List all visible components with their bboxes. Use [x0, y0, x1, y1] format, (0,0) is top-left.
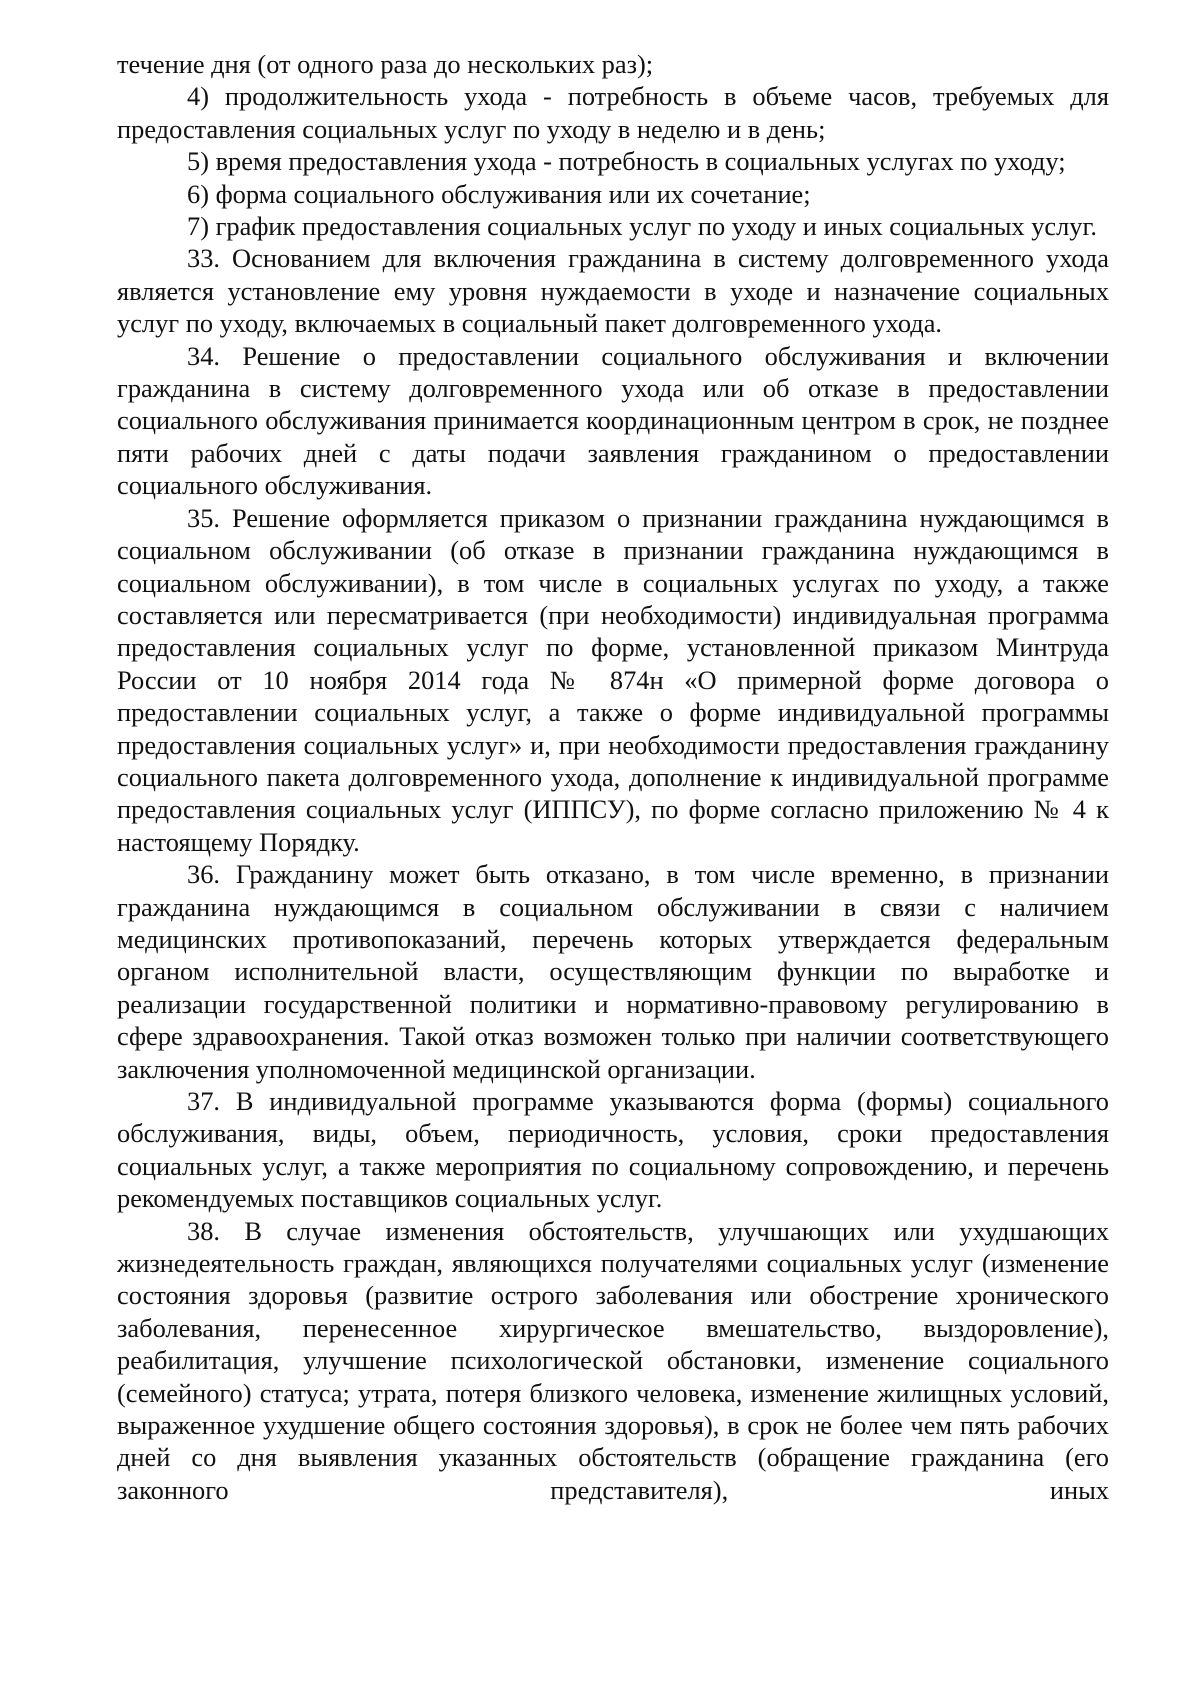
paragraph-38: 38. В случае изменения обстоятельств, улучшающих или ухудшающих жизнедеятельность граждан, являющихся получателями социальных услуг (изменение состояния здоровья (развитие острого заболевания или обострение хронического заболевания, перенесенное хирургическое вмешательство, выздоровление), реабилитация, улучшение психологической обстановки, изменение социального (семейного) статуса; утрата, потеря близкого человека, изменение жилищных условий, выраженное ухудшение общего состояния здоровья), в срок не более чем пять рабочих дней со дня выявления указанных обстоятельств (обращение гражданина (его законного представителя), иных	[117, 1215, 1109, 1505]
paragraph-34: 34. Решение о предоставлении социального обслуживания и включении гражданина в систему долговременного ухода или об отказе в предоставлении социального обслуживания принимается координационным центром в срок, не позднее пяти рабочих дней с даты подачи заявления гражданином о предоставлении социального обслуживания.	[117, 340, 1109, 501]
paragraph-item-4: 4) продолжительность ухода - потребность в объеме часов, требуемых для предоставления социальных услуг по уходу в неделю и в день;	[117, 81, 1109, 144]
document-page	[117, 48, 1109, 1506]
paragraph-item-5: 5) время предоставления ухода - потребность в социальных услугах по уходу;	[187, 146, 1066, 177]
paragraph-item-6: 6) форма социального обслуживания или их сочетание;	[187, 178, 811, 209]
paragraph-36: 36. Гражданину может быть отказано, в том числе временно, в признании гражданина нуждающимся в социальном обслуживании в связи с наличием медицинских противопоказаний, перечень которых утверждается федеральным органом исполнительной власти, осуществляющим функции по выработке и реализации государственной политики и нормативно-правовому регулированию в сфере здравоохранения. Такой отказ возможен только при наличии соответствующего заключения уполномоченной медицинской организации.	[117, 859, 1109, 1084]
paragraph-35: 35. Решение оформляется приказом о признании гражданина нуждающимся в социальном обслуживании (об отказе в признании гражданина нуждающимся в социальном обслуживании), в том числе в социальных услугах по уходу, а также составляется или пересматривается (при необходимости) индивидуальная программа предоставления социальных услуг по форме, установленной приказом Минтруда России от 10 ноября 2014 года № 874н «О примерной форме договора о предоставлении социальных услуг, а также о форме индивидуальной программы предоставления социальных услуг» и, при необходимости предоставления гражданину социального пакета долговременного ухода, дополнение к индивидуальной программе предоставления социальных услуг (ИППСУ), по форме согласно приложению № 4 к настоящему Порядку.	[117, 502, 1109, 857]
paragraph-37: 37. В индивидуальной программе указываются форма (формы) социального обслуживания, виды, объем, периодичность, условия, сроки предоставления социальных услуг, а также мероприятия по социальному сопровождению, и перечень рекомендуемых поставщиков социальных услуг.	[117, 1086, 1109, 1214]
paragraph-continuation: течение дня (от одного раза до нескольких раз);	[117, 49, 654, 79]
paragraph-item-7: 7) график предоставления социальных услуг по уходу и иных социальных услуг.	[187, 211, 1097, 242]
paragraph-33: 33. Основанием для включения гражданина в систему долговременного ухода является установление ему уровня нуждаемости в уходе и назначение социальных услуг по уходу, включаемых в социальный пакет долговременного ухода.	[117, 243, 1109, 339]
